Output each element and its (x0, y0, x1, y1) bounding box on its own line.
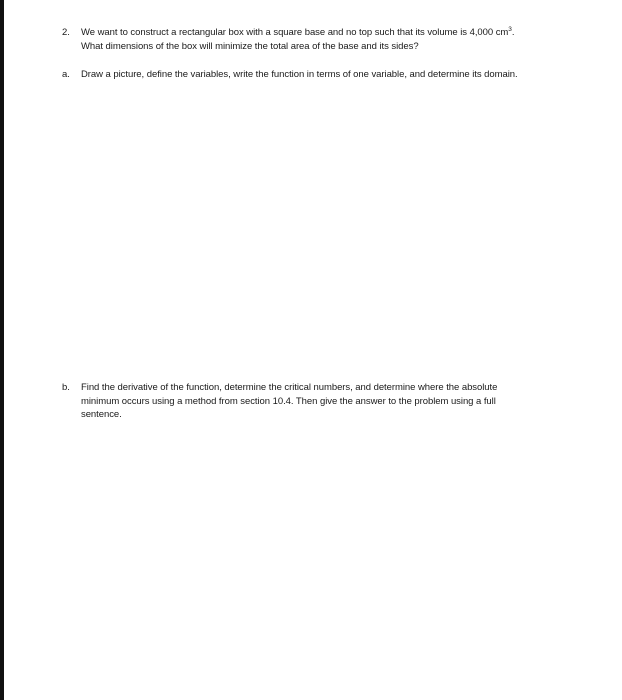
part-a (62, 68, 607, 82)
problem-2 (62, 26, 602, 54)
problem-statement (81, 26, 601, 53)
problem-line-1-text: We want to construct a rectangular box with a square base and no top such that its volume is 4,000 cm (81, 27, 509, 38)
document-page (4, 0, 622, 700)
problem-line-1 (81, 26, 601, 40)
problem-number: 2. (62, 27, 70, 38)
part-b-line-3: sentence. (81, 409, 122, 420)
part-b-line-1: Find the derivative of the function, determine the critical numbers, and determine where the absolute (81, 382, 498, 393)
problem-line-2: What dimensions of the box will minimize the total area of the base and its sides? (81, 40, 419, 52)
part-b (62, 381, 582, 423)
part-b-text (81, 381, 576, 422)
part-b-label: b. (62, 382, 70, 393)
unit-exponent: 3 (508, 26, 512, 33)
part-a-label: a. (62, 69, 70, 80)
part-b-line-2: minimum occurs using a method from section 10.4. Then give the answer to the problem using a full (81, 395, 496, 407)
part-a-text: Draw a picture, define the variables, write the function in terms of one variable, and determine its domain. (81, 69, 518, 80)
problem-line-1-end: . (511, 27, 515, 38)
